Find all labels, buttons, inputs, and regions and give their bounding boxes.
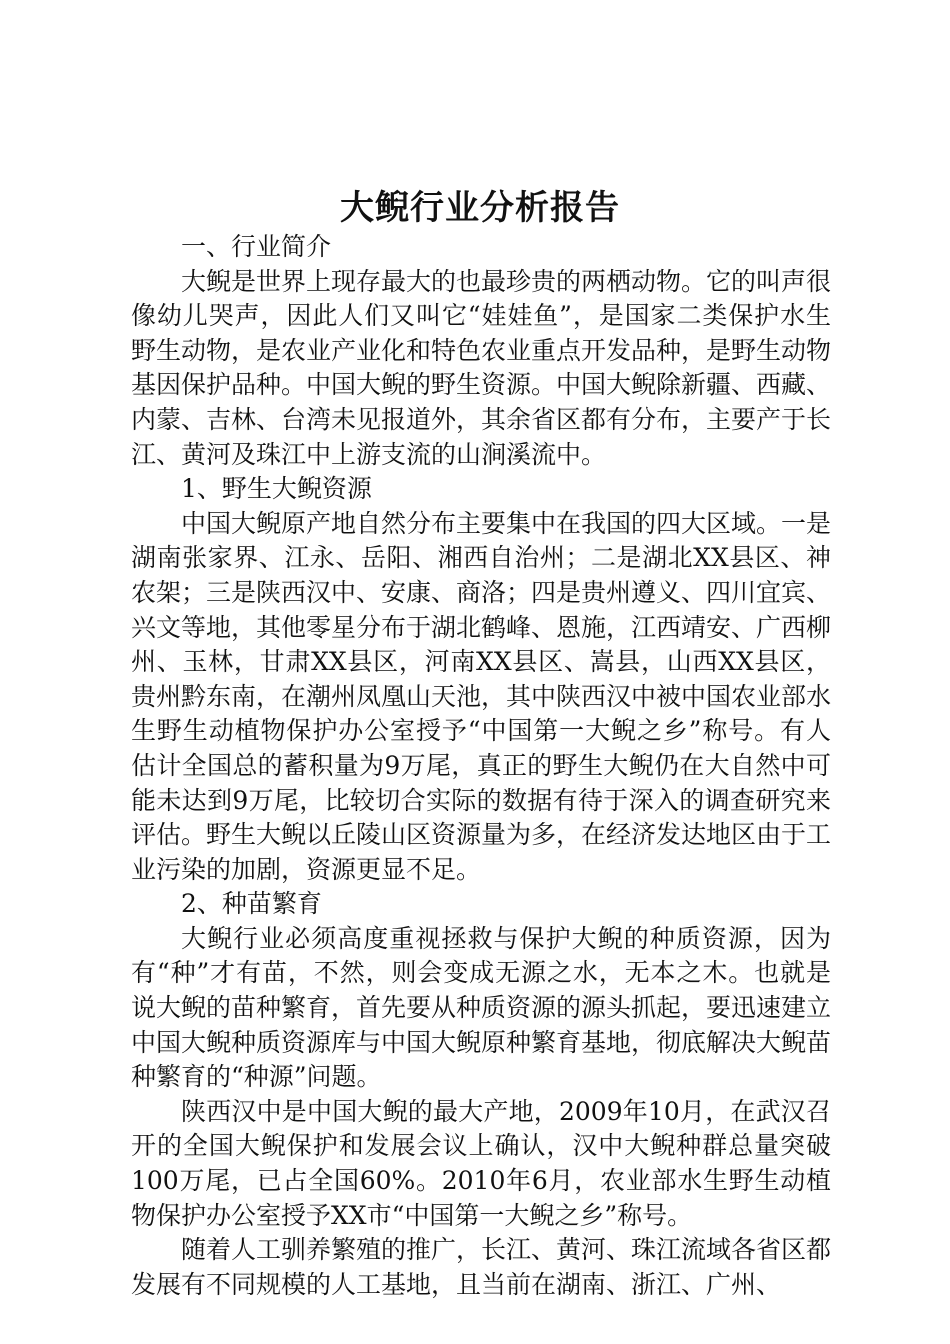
section-heading: 2、种苗繁育 bbox=[181, 889, 322, 919]
section-heading: 1、野生大鲵资源 bbox=[181, 474, 372, 504]
section-heading: 一、行业简介 bbox=[181, 232, 332, 261]
body-paragraph: 中国大鲵原产地自然分布主要集中在我国的四大区域。一是湖南张家界、江永、岳阳、湘西自治州；二是湖北XX县区、神农架；三是陕西汉中、安康、商洛；四是贵州遵义、四川宜宾、兴文等地，其他零星分布于湖北鹤峰、恩施，江西靖安、广西柳州、玉林，甘肃XX县区，河南XX县区、嵩县，山西XX县区，贵州黔东南，在潮州凤凰山天池，其中陕西汉中被中国农业部水生野生动植物保护办公室授予“中国第一大鲵之乡”称号。有人估计全国总的蓄积量为9万尾，真正的野生大鲵仍在大自然中可能未达到9万尾，比较切合实际的数据有待于深入的调查研究来评估。野生大鲵以丘陵山区资源量为多，在经济发达地区由于工业污染的加剧，资源更显不足。 bbox=[131, 508, 832, 884]
body-paragraph: 随着人工驯养繁殖的推广，长江、黄河、珠江流域各省区都发展有不同规模的人工基地，且当前在湖南、浙江、广州、 bbox=[131, 1235, 832, 1299]
document-body bbox=[131, 230, 831, 1302]
body-paragraph: 大鲵是世界上现存最大的也最珍贵的两栖动物。它的叫声很像幼儿哭声，因此人们又叫它“娃娃鱼”，是国家二类保护水生野生动物，是农业产业化和特色农业重点开发品种，是野生动物基因保护品种。中国大鲵的野生资源。中国大鲵除新疆、西藏、内蒙、吉林、台湾未见报道外，其余省区都有分布，主要产于长江、黄河及珠江中上游支流的山涧溪流中。 bbox=[131, 266, 832, 469]
body-paragraph: 大鲵行业必须高度重视拯救与保护大鲵的种质资源，因为有“种”才有苗，不然，则会变成无源之水，无本之木。也就是说大鲵的苗种繁育，首先要从种质资源的源头抓起，要迅速建立中国大鲵种质资源库与中国大鲵原种繁育基地，彻底解决大鲵苗种繁育的“种源”问题。 bbox=[131, 923, 832, 1092]
document-title: 大鲵行业分析报告 bbox=[340, 188, 620, 228]
body-paragraph: 陕西汉中是中国大鲵的最大产地，2009年10月，在武汉召开的全国大鲵保护和发展会议上确认，汉中大鲵种群总量突破100万尾，已占全国60%。2010年6月，农业部水生野生动植物保护办公室授予XX市“中国第一大鲵之乡”称号。 bbox=[131, 1096, 831, 1230]
